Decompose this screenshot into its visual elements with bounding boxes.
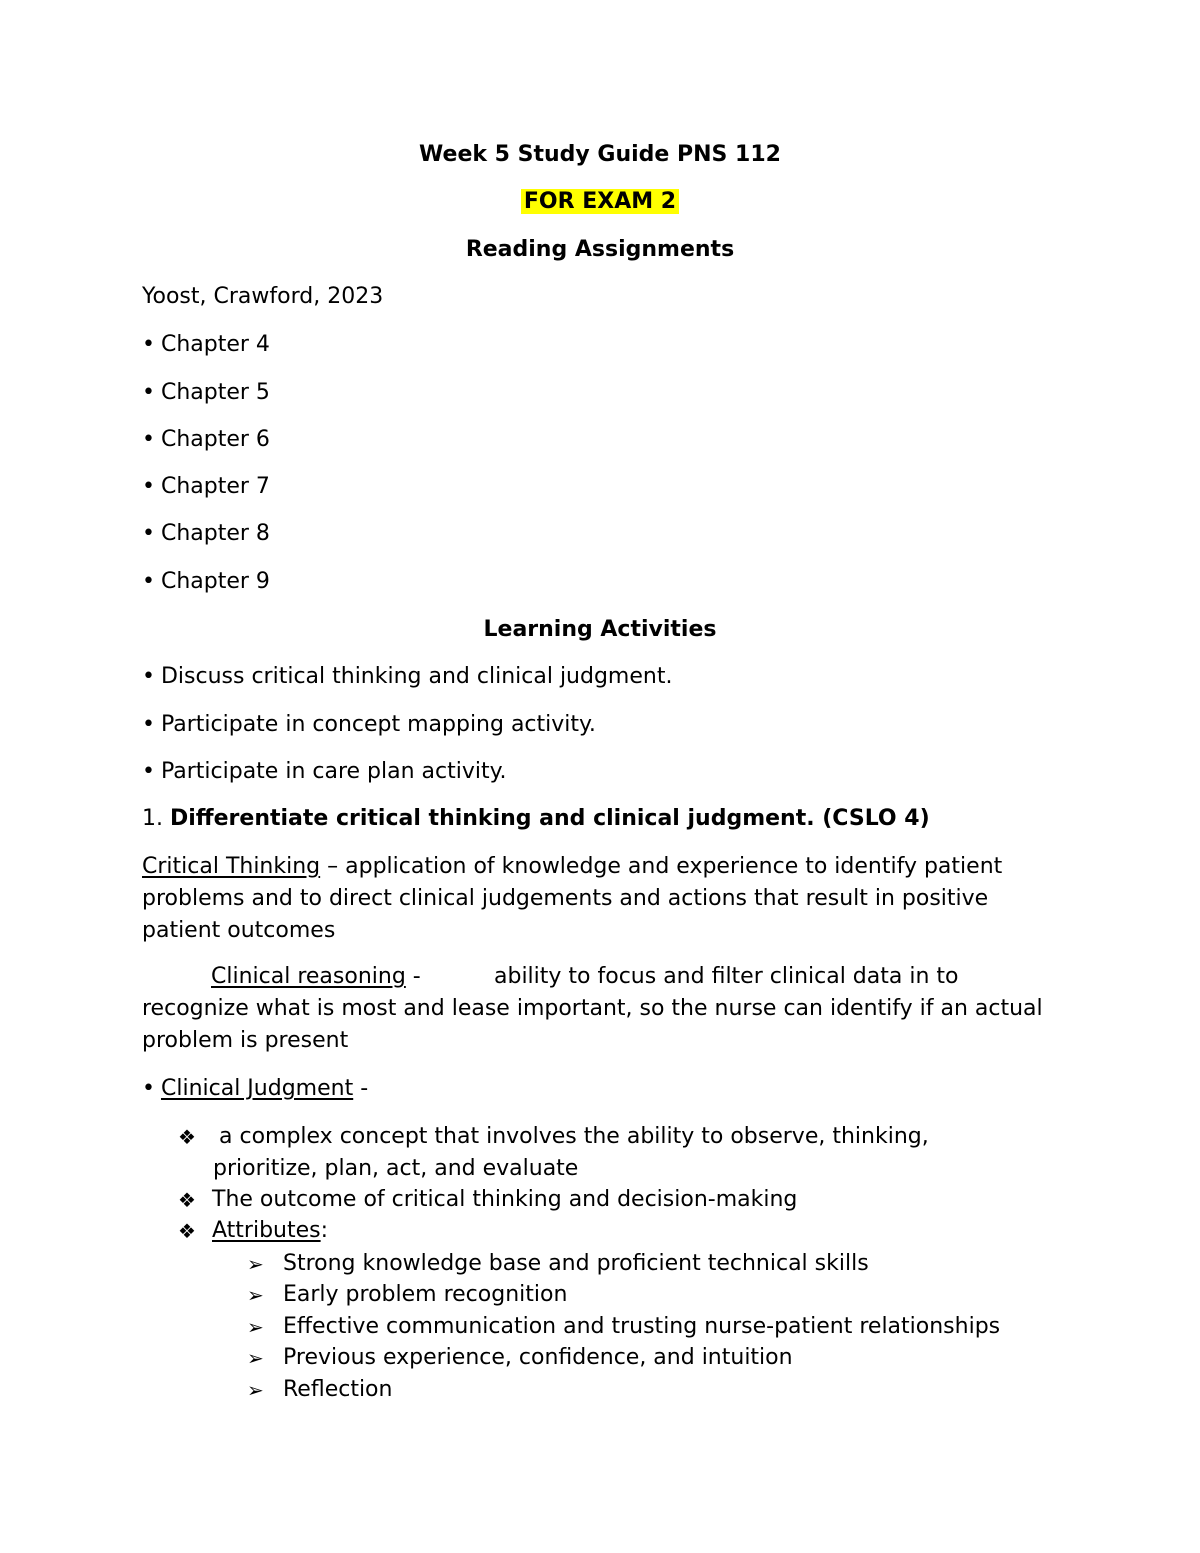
clinical-reasoning-dash: - — [405, 964, 421, 989]
chapter-item — [142, 471, 270, 503]
bullet-icon: • — [142, 521, 155, 546]
activity-item — [142, 661, 672, 693]
activity-item — [142, 709, 596, 741]
bullet-icon: • — [142, 712, 155, 737]
reading-heading: Reading Assignments — [465, 237, 735, 262]
diamond-bullet-icon: ❖ — [178, 1125, 196, 1149]
chapter-item — [142, 566, 270, 598]
activity-label: Participate in concept mapping activity. — [160, 712, 596, 737]
exam-label-highlight: FOR EXAM 2 — [521, 189, 679, 214]
chapter-label: Chapter 4 — [160, 332, 270, 357]
clinical-judgment-term: Clinical Judgment — [160, 1076, 354, 1101]
bullet-icon: • — [142, 569, 155, 594]
attribute-item: Strong knowledge base and proficient technical skills — [283, 1251, 869, 1276]
bullet-icon: • — [142, 332, 155, 357]
bullet-icon: • — [142, 1076, 155, 1101]
bullet-icon: • — [142, 664, 155, 689]
activity-label: Discuss critical thinking and clinical judgment. — [160, 664, 673, 689]
clinical-reasoning-term: Clinical reasoning — [211, 964, 406, 989]
clinical-judgment-dash: - — [353, 1076, 369, 1101]
arrow-bullet-icon: ➢ — [247, 1346, 264, 1370]
chapter-item — [142, 518, 270, 550]
objective-number: 1. — [142, 806, 163, 831]
chapter-label: Chapter 6 — [160, 427, 270, 452]
diamond-bullet-icon: ❖ — [178, 1188, 196, 1212]
chapter-label: Chapter 8 — [160, 521, 270, 546]
activity-label: Participate in care plan activity. — [160, 759, 507, 784]
attribute-item: Early problem recognition — [283, 1282, 568, 1307]
exam-label — [0, 186, 1200, 218]
attribute-item: Previous experience, confidence, and intuition — [283, 1345, 793, 1370]
document-title: Week 5 Study Guide PNS 112 — [419, 142, 781, 167]
chapter-label: Chapter 7 — [160, 474, 270, 499]
chapter-label: Chapter 5 — [160, 380, 270, 405]
arrow-bullet-icon: ➢ — [247, 1378, 264, 1402]
attributes-label: Attributes — [212, 1218, 321, 1243]
objective-line — [142, 803, 930, 835]
critical-thinking-term-text: Critical Thinking — [142, 854, 321, 879]
chapter-item — [142, 329, 270, 361]
clinical-reasoning-line — [211, 961, 421, 993]
clinical-judgment-line — [142, 1073, 368, 1105]
attributes-label-line — [212, 1215, 328, 1247]
clinical-reasoning-definition-first: ability to focus and filter clinical data in to — [494, 964, 959, 989]
critical-thinking-definition: – application of knowledge and experience to identify patient problems and to direct clinical judgements and actions that result in positive patient outcomes — [142, 854, 1003, 943]
arrow-bullet-icon: ➢ — [247, 1315, 264, 1339]
activities-heading: Learning Activities — [483, 617, 717, 642]
arrow-bullet-icon: ➢ — [247, 1252, 264, 1276]
reading-source: Yoost, Crawford, 2023 — [142, 284, 384, 309]
objective-text: Differentiate critical thinking and clinical judgment. (CSLO 4) — [170, 806, 930, 831]
judgment-point: The outcome of critical thinking and decision-making — [212, 1187, 798, 1212]
bullet-icon: • — [142, 474, 155, 499]
chapter-label: Chapter 9 — [160, 569, 270, 594]
bullet-icon: • — [142, 759, 155, 784]
arrow-bullet-icon: ➢ — [247, 1283, 264, 1307]
chapter-item — [142, 377, 270, 409]
clinical-reasoning-definition-rest: recognize what is most and lease important, so the nurse can identify if an actual problem is present — [142, 996, 1043, 1053]
critical-thinking-term — [142, 854, 320, 879]
diamond-bullet-icon: ❖ — [178, 1219, 196, 1243]
bullet-icon: • — [142, 427, 155, 452]
critical-thinking-paragraph — [142, 851, 1062, 947]
activity-item — [142, 756, 507, 788]
attribute-item: Reflection — [283, 1377, 393, 1402]
attributes-colon: : — [320, 1218, 329, 1243]
chapter-item — [142, 424, 270, 456]
judgment-point: a complex concept that involves the ability to observe, thinking, prioritize, plan, act, and evaluate — [213, 1124, 929, 1181]
attribute-item: Effective communication and trusting nurse-patient relationships — [283, 1314, 1001, 1339]
bullet-icon: • — [142, 380, 155, 405]
